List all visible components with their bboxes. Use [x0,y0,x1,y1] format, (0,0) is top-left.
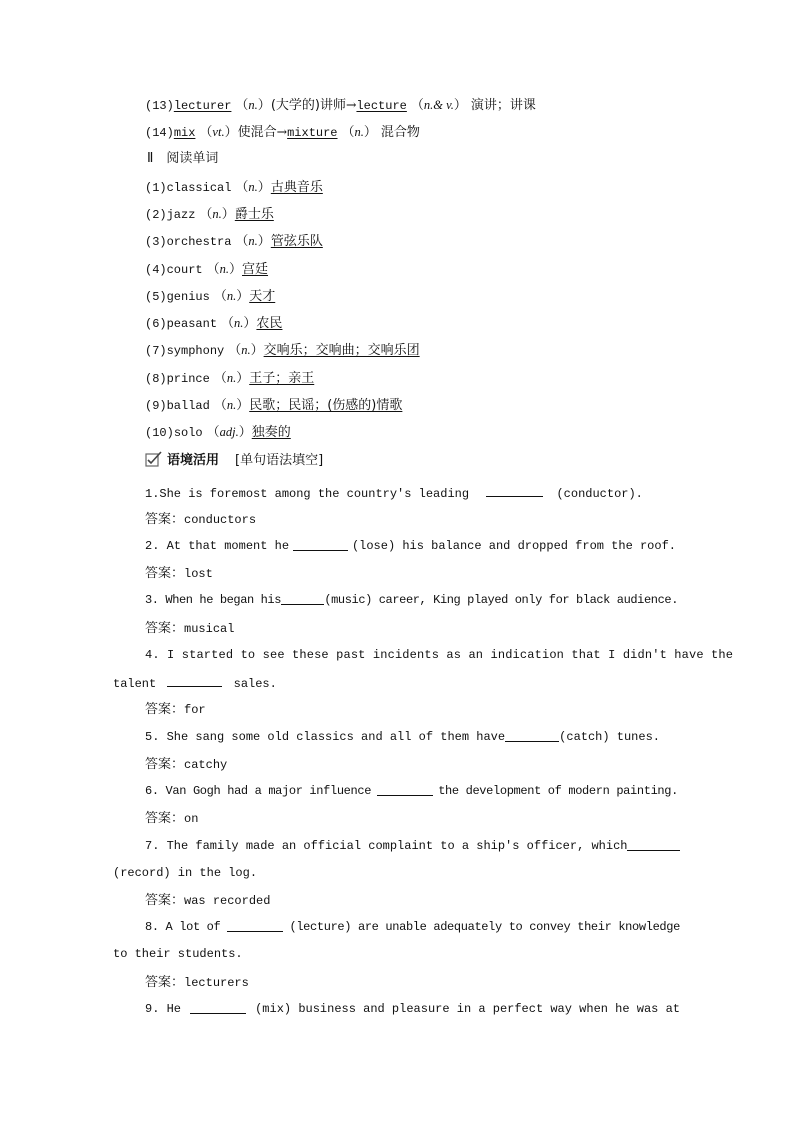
item-number: (13) [145,99,174,113]
question-5: 5. She sang some old classics and all of them have (catch) tunes. [145,730,660,744]
vocab-meaning: 混合物 [380,125,420,140]
answer-8: 答案：lecturers [145,975,249,990]
answer-blank [281,592,324,605]
reading-word-2: (2)jazz （n.）爵士乐 [145,207,274,222]
answer-blank [627,838,680,851]
question-9: 9. He (mix) business and pleasure in a perfect way when he was at [145,1002,680,1016]
reading-word-9: (9)ballad （n.）民歌；民谣；(伤感的)情歌 [145,398,403,413]
reading-word-3: (3)orchestra （n.）管弦乐队 [145,234,323,249]
reading-word-1: (1)classical （n.）古典音乐 [145,180,323,195]
question-7-cont: (record) in the log. [113,866,258,880]
part-of-speech: n.& v. [423,98,454,112]
part-of-speech: n. [354,125,364,139]
reading-word-8: (8)prince （n.）王子；亲王 [145,371,315,386]
reading-word-10: (10)solo （adj.）独奏的 [145,425,291,440]
section-title: 语境活用 [167,453,220,468]
reading-word-7: (7)symphony （n.）交响乐；交响曲；交响乐团 [145,343,420,358]
item-number: (14) [145,126,174,140]
answer-7: 答案：was recorded [145,893,271,908]
question-2: 2. At that moment he (lose) his balance and dropped from the roof. [145,539,676,553]
reading-word-6: (6)peasant （n.）农民 [145,316,283,331]
vocab-word-derived: lecture [356,99,407,113]
question-8-cont: to their students. [113,947,243,961]
section-header [145,451,323,469]
pencil-check-icon [145,451,163,467]
question-8: 8. A lot of (lecture) are unable adequately to convey their knowledge [145,920,680,934]
question-7: 7. The family made an official complaint to a ship's officer, which [145,838,680,854]
question-1: 1.She is foremost among the country's leading (conductor). [145,484,643,502]
arrow-icon: → [276,124,288,139]
answer-3: 答案：musical [145,621,235,636]
answer-2: 答案：lost [145,566,213,581]
section-subtitle: [单句语法填空] [235,453,324,468]
arrow-icon: → [345,97,357,112]
vocab-meaning: (大学的)讲师 [270,98,346,113]
answer-5: 答案：catchy [145,757,228,772]
question-4: 4. I started to see these past incidents as an indication that I didn't have the [145,648,734,662]
answer-blank [505,729,559,742]
answer-blank [377,783,433,796]
part-of-speech: vt. [212,125,225,139]
answer-blank [190,1001,246,1014]
part-of-speech: n. [248,98,258,112]
reading-word-5: (5)genius （n.）天才 [145,289,276,304]
question-3: 3. When he began his (music) career, King played only for black audience. [145,593,678,607]
vocab-line-13: (13)lecturer （n.）(大学的)讲师→lecture （n.& v.） 演讲；讲课 [145,97,536,113]
vocab-word: mix [173,126,196,140]
question-4-cont: talent sales. [113,674,277,692]
vocab-word: lecturer [173,99,232,113]
vocab-meaning: 使混合 [237,125,277,140]
question-6: 6. Van Gogh had a major influence the development of modern painting. [145,784,678,798]
answer-blank [227,919,283,932]
reading-word-4: (4)court （n.）宫廷 [145,262,269,277]
vocab-word-derived: mixture [287,126,338,140]
answer-1: 答案：conductors [145,512,257,527]
answer-blank [167,674,222,687]
reading-words-header: Ⅱ 阅读单词 [147,151,219,166]
answer-6: 答案：on [145,811,199,826]
answer-blank [486,484,543,497]
vocab-line-14: (14)mix （vt.）使混合→mixture （n.） 混合物 [145,124,420,140]
answer-4: 答案：for [145,702,206,717]
vocab-meaning: 演讲；讲课 [470,98,536,113]
answer-blank [293,538,348,551]
